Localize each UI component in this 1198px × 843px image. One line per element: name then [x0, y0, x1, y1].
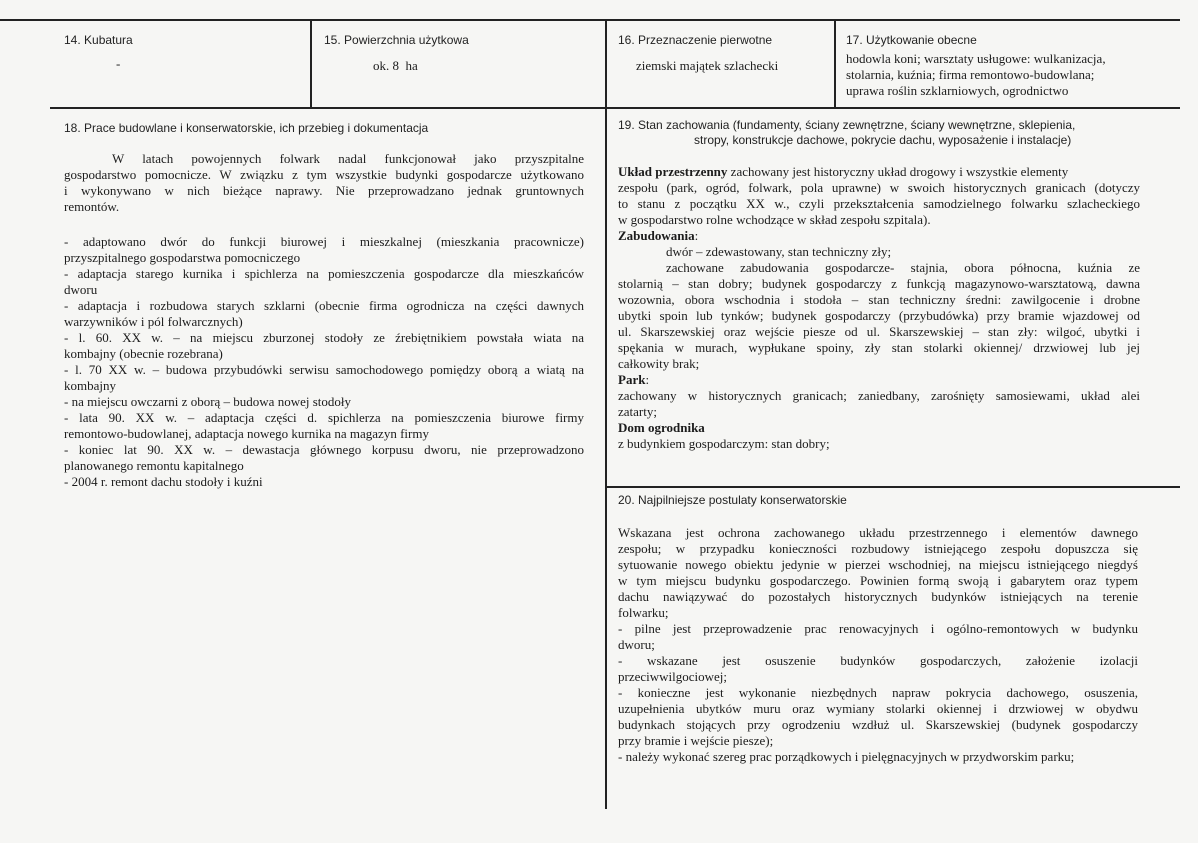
text-line: wozownia, obora wschodnia i stodoła – stan techniczny średni: zawilgocenie i drobne — [618, 292, 1140, 307]
park-heading: Park — [618, 372, 646, 387]
list-item-line: kombajny (obecnie rozebrana) — [64, 346, 223, 361]
list-item-line: - koniec lat 90. XX w. – dewastacja głównego korpusu dworu, nie przeprowadzono — [64, 442, 584, 457]
section-18-label: 18. Prace budowlane i konserwatorskie, ich przebieg i dokumentacja — [64, 121, 429, 135]
text-line: hodowla koni; warsztaty usługowe: wulkanizacja, — [846, 51, 1106, 66]
zabud-heading-line — [618, 228, 1140, 244]
list-item-line: planowanego remontu kapitalnego — [64, 458, 244, 473]
list-item-line: - l. 60. XX w. – na miejscu zburzonej stodoły ze źrebiętnikiem powstała wiata na — [64, 330, 584, 345]
column-divider-17 — [834, 19, 836, 107]
section-16-label: 16. Przeznaczenie pierwotne — [618, 33, 773, 47]
text-line: dworu; — [618, 637, 655, 652]
text-line: - należy wykonać szereg prac porządkowych i pielęgnacyjnych w przydworskim parku; — [618, 749, 1075, 764]
text-line: - wskazane jest osuszenie budynków gospodarczych, założenie izolacji — [618, 653, 1138, 668]
text-line: budynkach stojących przy ogrodzeniu wzdłuż ul. Skarszewskiej (budynek gospodarczy — [618, 717, 1138, 732]
park-heading-line — [618, 372, 1140, 388]
text-line: z budynkiem gospodarczym: stan dobry; — [618, 436, 830, 451]
uklad-heading: Układ przestrzenny — [618, 164, 728, 179]
text-line: to stanu z początku XX w., czyli przekształcenia samodzielnego folwarku szlacheckiego — [618, 196, 1140, 211]
top-border — [0, 19, 1180, 21]
list-item-line: warzywników i pól folwarcznych) — [64, 314, 243, 329]
text-line: przeciwwilgociowej; — [618, 669, 728, 684]
list-item-line: - na miejscu owczarni z oborą – budowa nowej stodoły — [64, 394, 352, 409]
list-item-line: - adaptacja i rozbudowa starych szklarni (obecnie firma ogrodnicza na części dawnych — [64, 298, 584, 313]
text-line: W latach powojennych folwark nadal funkcjonował jako przyszpitalne — [112, 151, 584, 166]
text-line: ubytki spoin lub tynków; budynek gospodarczy (przybudówka) przy bramie wjazdowej od — [618, 308, 1140, 323]
text-line: Wskazana jest ochrona zachowanego układu przestrzennego i elementów dawnego — [618, 525, 1138, 540]
text-line: spękania w murach, wypłukane spoiny, zły stan stolarki okiennej/ drzwiowej lub jej — [618, 340, 1140, 355]
colon: : — [694, 228, 699, 243]
text-line: zespołu; w przypadku konieczności rozbudowy istniejącego zespołu dopuszcza się — [618, 541, 1138, 556]
text-line: w gospodarstwo rolne wchodzące w skład zespołu szpitala). — [618, 212, 931, 227]
text-line: dachu nawiązywać do pozostałych historycznych budynków istniejących na terenie — [618, 589, 1138, 604]
text-line: gospodarstwo pomocnicze. W związku z tym wszystkie budynki gospodarcze użytkowano — [64, 167, 584, 182]
uklad-first-line — [618, 164, 1140, 180]
section-15-value: ok. 8 ha — [373, 58, 418, 73]
section-16-value: ziemski majątek szlachecki — [636, 58, 779, 73]
list-item-line: kombajny — [64, 378, 116, 393]
section-20-label: 20. Najpilniejsze postulaty konserwatorskie — [618, 493, 847, 507]
text-line: całkowity brak; — [618, 356, 700, 371]
list-item-line: - lata 90. XX w. – adaptacja części d. spichlerza na pomieszczenia biurowe firmy — [64, 410, 584, 425]
text-line: ul. Skarszewskiej oraz wejście piesze od ul. Skarszewskiej – stan zły: wilgoć, ubytki i — [618, 324, 1140, 339]
section-19-label-line-2: stropy, konstrukcje dachowe, pokrycie dachu, wyposażenie i instalacje) — [694, 133, 1072, 147]
section-19-label-line-1: 19. Stan zachowania (fundamenty, ściany zewnętrzne, ściany wewnętrzne, sklepienia, — [618, 118, 1076, 132]
section-17-label: 17. Użytkowanie obecne — [846, 33, 977, 47]
text-line: w tym miejscu budynku gospodarczego. Powinien formą swoją i gabarytem oraz typem — [618, 573, 1138, 588]
text-line: przy bramie i wejście piesze); — [618, 733, 774, 748]
text-line: zatarty; — [618, 404, 657, 419]
section-19-20-divider — [606, 486, 1180, 488]
section-20-text — [618, 525, 1138, 765]
column-divider-15 — [310, 19, 312, 107]
dom-heading: Dom ogrodnika — [618, 420, 705, 435]
section-18-list — [64, 234, 584, 490]
text-line: zachowane zabudowania gospodarcze- stajnia, obora północna, kuźnia ze — [666, 260, 1140, 275]
text-line: zespołu (park, ogród, folwark, pola uprawne) w swoich historycznych granicach (dotyczy — [618, 180, 1140, 195]
section-15-label: 15. Powierzchnia użytkowa — [324, 33, 469, 47]
text-line: uzupełnienia ubytków muru oraz wymiany stolarki okiennej i drzwiowej w obydwu — [618, 701, 1138, 716]
zabud-heading: Zabudowania — [618, 228, 695, 243]
text-line: sytuowanie nowego obiektu jedynie w pierzei wschodniej, na miejscu istniejącego niegdyś — [618, 557, 1138, 572]
section-18-intro — [64, 151, 584, 215]
text-line: stolarnia, kuźnia; firma remontowo-budowlana; — [846, 67, 1095, 82]
list-item-line: przyszpitalnego gospodarstwa pomocniczego — [64, 250, 301, 265]
row-divider — [50, 107, 1180, 109]
list-item-line: - adaptowano dwór do funkcji biurowej i mieszkalnej (mieszkania pracownicze) — [64, 234, 584, 249]
text-line: folwarku; — [618, 605, 669, 620]
section-19-text — [618, 164, 1140, 452]
text-line: i wykonywano w nich bieżące naprawy. Nie przeprowadzano jednak gruntownych — [64, 183, 584, 198]
list-item-line: remontowo-budowlanej, adaptacja nowego kurnika na magazyn firmy — [64, 426, 429, 441]
column-divider-main — [605, 19, 607, 809]
text-line: - konieczne jest wykonanie niezbędnych napraw pokrycia dachowego, osuszenia, — [618, 685, 1138, 700]
section-14-label: 14. Kubatura — [64, 33, 133, 47]
list-item-line: - l. 70 XX w. – budowa przybudówki serwisu samochodowego pomiędzy oborą a wiatą na — [64, 362, 584, 377]
colon: : — [645, 372, 650, 387]
text-line: remontów. — [64, 199, 120, 214]
uklad-first-text: zachowany jest historyczny układ drogowy i wszystkie elementy — [727, 164, 1069, 179]
text-line: stolarnią – stan dobry; budynek gospodarczy z funkcją magazynowo-warsztatową, dawna — [618, 276, 1140, 291]
text-line: zachowany w historycznych granicach; zaniedbany, zarośnięty samosiewami, układ alei — [618, 388, 1140, 403]
list-item-line: - adaptacja starego kurnika i spichlerza na pomieszczenia gospodarcze dla mieszkańców — [64, 266, 584, 281]
list-item-line: dworu — [64, 282, 98, 297]
text-line: uprawa roślin szklarniowych, ogrodnictwo — [846, 83, 1069, 98]
text-line: dwór – zdewastowany, stan techniczny zły; — [666, 244, 892, 259]
list-item-line: - 2004 r. remont dachu stodoły i kuźni — [64, 474, 263, 489]
dom-heading-line — [618, 420, 1140, 436]
text-line: - pilne jest przeprowadzenie prac renowacyjnych i ogólno-remontowych w budynku — [618, 621, 1138, 636]
section-17-text — [846, 51, 1146, 99]
section-14-value: - — [116, 56, 121, 71]
